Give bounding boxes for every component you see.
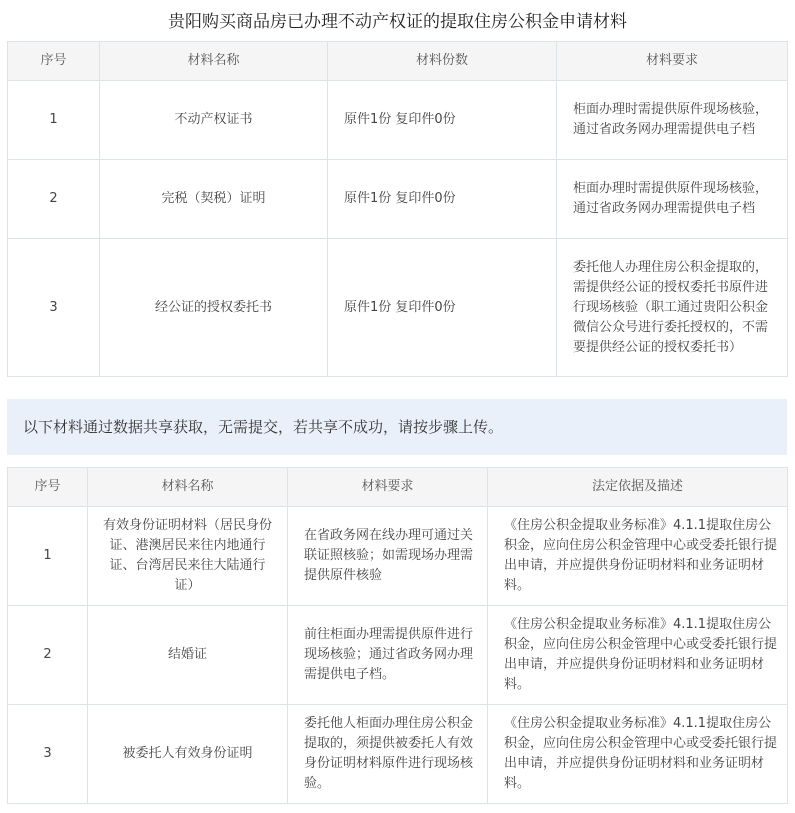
data-sharing-notice: 以下材料通过数据共享获取，无需提交，若共享不成功，请按步骤上传。: [7, 399, 787, 455]
row-legal-basis: 《住房公积金提取业务标准》4.1.1提取住房公积金，应向住房公积金管理中心或受委托银行提出申请，并应提供身份证明材料和业务证明材料。: [488, 705, 788, 804]
row-no: 2: [8, 160, 100, 239]
row-copies: 原件1份 复印件0份: [328, 81, 557, 160]
page-title: 贵阳购买商品房已办理不动产权证的提取住房公积金申请材料: [168, 12, 627, 32]
header-no: 序号: [8, 42, 100, 81]
row-copies: 原件1份 复印件0份: [328, 160, 557, 239]
row-no: 3: [8, 239, 100, 377]
row-no: 3: [8, 705, 88, 804]
row-name: 结婚证: [88, 606, 288, 705]
header-name: 材料名称: [100, 42, 328, 81]
header-requirement: 材料要求: [557, 42, 788, 81]
row-requirement: 委托他人柜面办理住房公积金提取的，须提供被委托人有效身份证明材料原件进行现场核验。: [288, 705, 488, 804]
row-name: 不动产权证书: [100, 81, 328, 160]
table-row: [8, 705, 788, 804]
table-row: [8, 160, 788, 239]
table-header-row: [8, 468, 788, 507]
row-requirement: 委托他人办理住房公积金提取的，需提供经公证的授权委托书原件进行现场核验（职工通过贵阳公积金微信公众号进行委托授权的，不需要提供经公证的授权委托书）: [557, 239, 788, 377]
row-name: 完税（契税）证明: [100, 160, 328, 239]
table-row: [8, 239, 788, 377]
row-legal-basis: 《住房公积金提取业务标准》4.1.1提取住房公积金，应向住房公积金管理中心或受委托银行提出申请，并应提供身份证明材料和业务证明材料。: [488, 606, 788, 705]
row-no: 1: [8, 507, 88, 606]
row-requirement: 柜面办理时需提供原件现场核验，通过省政务网办理需提供电子档: [557, 160, 788, 239]
table-row: [8, 81, 788, 160]
header-legal-basis: 法定依据及描述: [488, 468, 788, 507]
table-row: [8, 507, 788, 606]
row-legal-basis: 《住房公积金提取业务标准》4.1.1提取住房公积金，应向住房公积金管理中心或受委托银行提出申请，并应提供身份证明材料和业务证明材料。: [488, 507, 788, 606]
materials-table: [7, 41, 788, 377]
table-row: [8, 606, 788, 705]
header-copies: 材料份数: [328, 42, 557, 81]
row-requirement: 柜面办理时需提供原件现场核验，通过省政务网办理需提供电子档: [557, 81, 788, 160]
row-requirement: 在省政务网在线办理可通过关联证照核验；如需现场办理需提供原件核验: [288, 507, 488, 606]
header-name: 材料名称: [88, 468, 288, 507]
header-no: 序号: [8, 468, 88, 507]
row-no: 1: [8, 81, 100, 160]
row-name: 经公证的授权委托书: [100, 239, 328, 377]
table-header-row: [8, 42, 788, 81]
row-copies: 原件1份 复印件0份: [328, 239, 557, 377]
shared-materials-table: [7, 467, 788, 804]
row-name: 被委托人有效身份证明: [88, 705, 288, 804]
header-requirement: 材料要求: [288, 468, 488, 507]
row-requirement: 前往柜面办理需提供原件进行现场核验；通过省政务网办理需提供电子档。: [288, 606, 488, 705]
row-name: 有效身份证明材料（居民身份证、港澳居民来往内地通行证、台湾居民来往大陆通行证）: [88, 507, 288, 606]
row-no: 2: [8, 606, 88, 705]
